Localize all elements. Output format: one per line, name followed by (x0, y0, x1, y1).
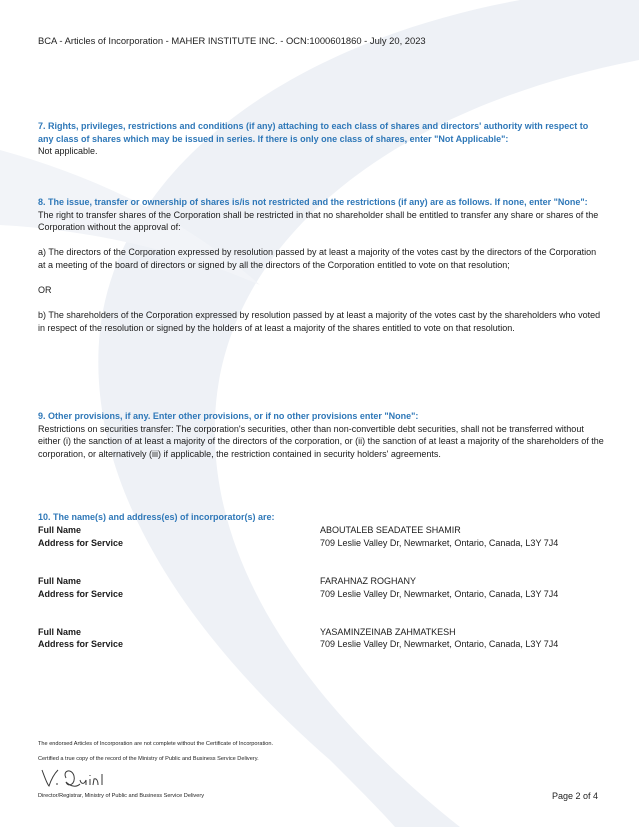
section-8-paragraph: b) The shareholders of the Corporation expressed by resolution passed by at least a majority of the votes cast by the shareholders who voted in respect of the resolution or signed by the holders of at least a majority of the shares entitled to vote on that resolution. (38, 310, 601, 333)
full-name-label: Full Name (38, 627, 82, 637)
incorporator-address: 709 Leslie Valley Dr, Newmarket, Ontario, Canada, L3Y 7J4 (320, 538, 559, 548)
certified-copy-note: Certified a true copy of the record of the Ministry of Public and Business Service Delivery. (38, 756, 259, 762)
page-number: Page 2 of 4 (552, 791, 599, 801)
document-header: BCA - Articles of Incorporation - MAHER INSTITUTE INC. - OCN:1000601860 - July 20, 2023 (38, 35, 426, 46)
section-8-paragraph: The right to transfer shares of the Corporation shall be restricted in that no shareholder shall be entitled to transfer any share or shares of the Corporation without the approval of: (38, 209, 599, 233)
incorporator-name: FARAHNAZ ROGHANY (320, 576, 417, 586)
section-7 (38, 120, 604, 158)
address-label: Address for Service (38, 538, 124, 548)
incorporator-name: ABOUTALEB SEADATEE SHAMIR (320, 525, 461, 535)
section-8-paragraph: a) The directors of the Corporation expressed by resolution passed by at least a majority of the votes cast by the directors of the Corporation at a meeting of the board of directors or signed by all the directors of the Corporation entitled to vote on that resolution; (38, 247, 597, 270)
address-label: Address for Service (38, 639, 124, 649)
registrar-signature (40, 764, 160, 792)
full-name-label: Full Name (38, 576, 82, 586)
section-8-paragraph: OR (38, 285, 52, 296)
section-7-answer: Not applicable. (38, 146, 98, 157)
section-9 (38, 410, 604, 460)
certificate-note: The endorsed Articles of Incorporation are not complete without the Certificate of Incorporation. (38, 741, 274, 747)
section-10-question: 10. The name(s) and address(es) of incorporator(s) are: (38, 512, 275, 522)
full-name-label: Full Name (38, 525, 82, 535)
address-label: Address for Service (38, 589, 124, 599)
incorporator-address: 709 Leslie Valley Dr, Newmarket, Ontario, Canada, L3Y 7J4 (320, 639, 559, 649)
section-10 (38, 511, 604, 524)
registrar-title: Director/Registrar, Ministry of Public and Business Service Delivery (38, 793, 205, 799)
section-9-answer: Restrictions on securities transfer: The corporation's securities, other than non-convertible debt securities, shall not be transferred without either (i) the sanction of at least a majority of the directors of the corporation, or (ii) the sanction of at least a majority of the shareholders of the corporation, or alternatively (iii) if applicable, the restriction contained in security holders' agreements. (38, 423, 604, 459)
incorporator-name: YASAMINZEINAB ZAHMATKESH (320, 627, 456, 637)
section-8 (38, 196, 604, 335)
incorporator-address: 709 Leslie Valley Dr, Newmarket, Ontario, Canada, L3Y 7J4 (320, 589, 559, 599)
section-7-question: 7. Rights, privileges, restrictions and conditions (if any) attaching to each class of shares and directors' authority with respect to any class of shares which may be issued in series. If there is only one class of shares, enter "Not Applicable": (38, 121, 589, 144)
section-8-question: 8. The issue, transfer or ownership of shares is/is not restricted and the restrictions (if any) are as follows. If none, enter "None": (38, 197, 588, 207)
section-9-question: 9. Other provisions, if any. Enter other provisions, or if no other provisions enter "None": (38, 411, 419, 421)
